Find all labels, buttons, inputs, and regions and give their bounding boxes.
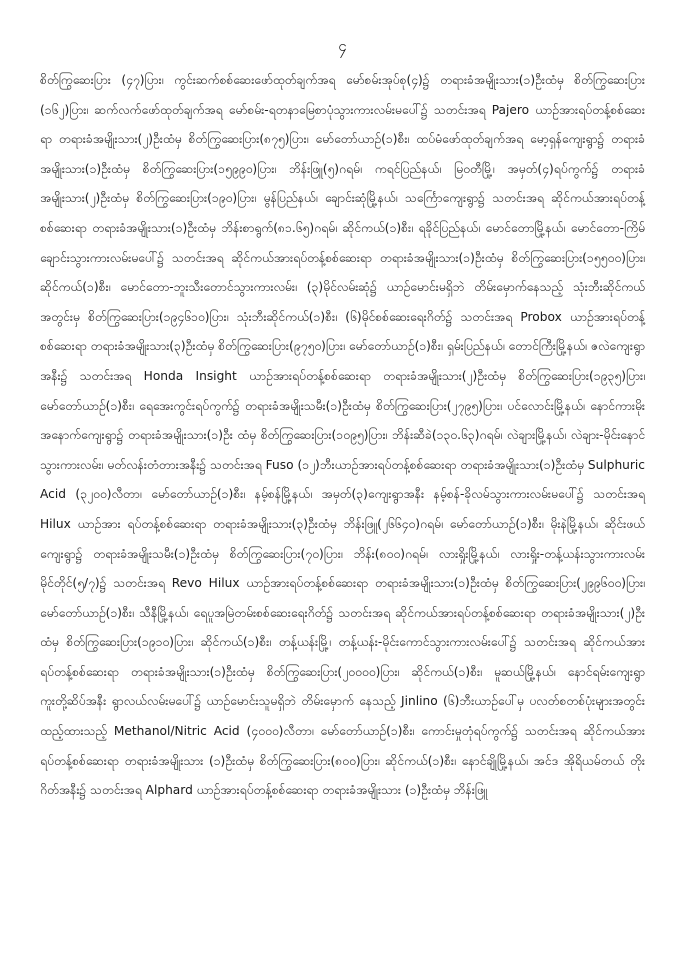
- body-paragraph: စိတ်ကြွဆေးပြား (၄၇)ပြား၊ ကွင်းဆက်စစ်ဆေးဖော်ထုတ်ချက်အရ မော်စမ်းအုပ်စု(၄)၌ တရားခံအမျိုးသား(၁)ဦးထံမှ စိတ်ကြွဆေးပြား (၁၆၂)ပြား၊ ဆက်လက်ဖော်ထုတ်ချက်အရ မော်စမ်း-ရတနာမြေစာပုံသွားကားလမ်းမပေါ်၌ သတင်းအရ Pajero ယာဉ်အားရပ်တန့်စစ်ဆေးရာ တရားခံအမျိုးသား(၂)ဦးထံမှ စိတ်ကြွဆေးပြား(၈၇၅)ပြား၊ မော်တော်ယာဉ်(၁)စီး၊ ထပ်မံဖော်ထုတ်ချက်အရ မော့ရှန်ကျေးရွာ၌ တရားခံအမျိုးသား(၁)ဦးထံမှ စိတ်ကြွဆေးပြား(၁၅၉၉၀)ပြား၊ ဘိန်းဖြူ(၅)ဂရမ်၊ ကရင်ပြည်နယ်၊ မြဝတီမြို့၊ အမှတ်(၄)ရပ်ကွက်၌ တရားခံအမျိုးသား(၂)ဦးထံမှ စိတ်ကြွဆေးပြား(၁၉၀)ပြား၊ မွန်ပြည်နယ်၊ ချောင်းဆုံမြို့နယ်၊ သင်္ကြောကျေးရွာ၌ သတင်းအရ ဆိုင်ကယ်အားရပ်တန့်စစ်ဆေးရာ တရားခံအမျိုးသား(၁)ဦးထံမှ ဘိန်းစာရွက်(၈၁.၆၅)ဂရမ်၊ ဆိုင်ကယ်(၁)စီး၊ ရခိုင်ပြည်နယ်၊ မောင်တောမြို့နယ်၊ မောင်တော-ကြိမ်ချောင်းသွားကားလမ်းမပေါ်၌ သတင်းအရ ဆိုင်ကယ်အားရပ်တန့်စစ်ဆေးရာ တရားခံအမျိုးသား(၁)ဦးထံမှ စိတ်ကြွဆေးပြား(၁၅၅၀၀)ပြား၊ ဆိုင်ကယ်(၁)စီး၊ မောင်တော-ဘူးသီးတောင်သွားကားလမ်း၊ (၃)မိုင်လမ်းဆုံ၌ ယာဉ်မောင်းမရှိဘဲ တိမ်းမှောက်နေသည့် သုံးဘီးဆိုင်ကယ်အတွင်းမှ စိတ်ကြွဆေးပြား(၁၉၄၆၁၀)ပြား၊ သုံးဘီးဆိုင်ကယ်(၁)စီး၊ (၆)မိုင်စစ်ဆေးရေးဂိတ်၌ သတင်းအရ Probox ယာဉ်အားရပ်တန့်စစ်ဆေးရာ တရားခံအမျိုးသား(၃)ဦးထံမှ စိတ်ကြွဆေးပြား(၉၇၅၀)ပြား၊ မော်တော်ယာဉ်(၁)စီး၊ ရှမ်းပြည်နယ်၊ တောင်ကြီးမြို့နယ်၊ ဇလဲကျေးရွာအနီး၌ သတင်းအရ Honda Insight ယာဉ်အားရပ်တန့်စစ်ဆေးရာ တရားခံအမျိုးသား(၂)ဦးထံမှ စိတ်ကြွဆေးပြား(၁၉၃၅)ပြား၊ မော်တော်ယာဉ်(၁)စီး၊ ရေအေးကွင်းရပ်ကွက်၌ တရားခံအမျိုးသမီး(၁)ဦးထံမှ စိတ်ကြွဆေးပြား(၂၇၉၅)ပြား၊ ပင်လောင်းမြို့နယ်၊ နောင်ကားမိုးအနောက်ကျေးရွာ၌ တရားခံအမျိုးသား(၁)ဦး ထံမှ စိတ်ကြွဆေးပြား(၁၀၉၅)ပြား၊ ဘိန်းဆီခဲ(၁၃၀.၆၃)ဂရမ်၊ လဲချားမြို့နယ်၊ လဲချား-မိုင်းနောင်သွားကားလမ်း၊ မတ်လန်းတံတားအနီး၌ သတင်းအရ Fuso (၁၂)ဘီးယာဉ်အားရပ်တန့်စစ်ဆေးရာ တရားခံအမျိုးသား(၁)ဦးထံမှ Sulphuric Acid (၃၂၀၀)လီတာ၊ မော်တော်ယာဉ်(၁)စီး၊ နမ့်စန်မြို့နယ်၊ အမှတ်(၃)ကျေးရွာအနီး နမ့်စန်-ခိုလမ်သွားကားလမ်းမပေါ်၌ သတင်းအရ Hilux ယာဉ်အား ရပ်တန့်စစ်ဆေးရာ တရားခံအမျိုးသား(၃)ဦးထံမှ ဘိန်းဖြူ(၂၆၆၄၀)ဂရမ်၊ မော်တော်ယာဉ်(၁)စီး၊ မိုးနဲမြို့နယ်၊ ဆိုင်းဖယ်ကျေးရွာ၌ တရားခံအမျိုးသမီး(၁)ဦးထံမှ စိတ်ကြွဆေးပြား(၇၀)ပြား၊ ဘိန်း(၈၀၀)ဂရမ်၊ လားရှိုးမြို့နယ်၊ လားရှိုး-တန့်ယန်းသွားကားလမ်း မိုင်တိုင်(၅/၇)၌ သတင်းအရ Revo Hilux ယာဉ်အားရပ်တန့်စစ်ဆေးရာ တရားခံအမျိုးသား(၁)ဦးထံမှ စိတ်ကြွဆေးပြား(၂၉၉၆၀၀)ပြား၊ မော်တော်ယာဉ်(၁)စီး၊ သီနီမြို့နယ်၊ ရေပူအမြဲတမ်းစစ်ဆေးရေးဂိတ်၌ သတင်းအရ ဆိုင်ကယ်အားရပ်တန့်စစ်ဆေးရာ တရားခံအမျိုးသား(၂)ဦးထံမှ စိတ်ကြွဆေးပြား(၁၉၁၀)ပြား၊ ဆိုင်ကယ်(၁)စီး၊ တန့်ယန်းမြို့၊ တန့်ယန်း-မိုင်းကောင်သွားကားလမ်းပေါ်၌ သတင်းအရ ဆိုင်ကယ်အားရပ်တန့်စစ်ဆေးရာ တရားခံအမျိုးသား(၁)ဦးထံမှ စိတ်ကြွဆေးပြား(၂၀၀၀၀)ပြား၊ ဆိုင်ကယ်(၁)စီး၊ မူဆယ်မြို့နယ်၊ နောင်ရမ်းကျေးရွာကူးတို့ဆိပ်အနီး ရွာလယ်လမ်းမပေါ်၌ ယာဉ်မောင်းသူမရှိဘဲ တိမ်းမှောက် နေသည့် Jinlino (၆)ဘီးယာဉ်ပေါ်မှ ပလတ်စတစ်ပုံးများအတွင်းထည့်ထားသည့် Methanol/Nitric Acid (၄၀၀၀)လီတာ၊ မော်တော်ယာဉ်(၁)စီး၊ ကောင်းမှုတုံရပ်ကွက်၌ သတင်းအရ ဆိုင်ကယ်အားရပ်တန့်စစ်ဆေးရာ တရားခံအမျိုးသား (၁)ဦးထံမှ စိတ်ကြွဆေးပြား(၈၀၀)ပြား၊ ဆိုင်ကယ်(၁)စီး၊ နောင်ချိုမြို့နယ်၊ အင်ဒ အိုရိယမ်တယ် တိုးဂိတ်အနီး၌ သတင်းအရ Alphard ယာဉ်အားရပ်တန့်စစ်ဆေးရာ တရားခံအမျိုးသား (၁)ဦးထံမှ ဘိန်းဖြူ: [40, 73, 645, 798]
- page-number: ၄: [338, 37, 347, 55]
